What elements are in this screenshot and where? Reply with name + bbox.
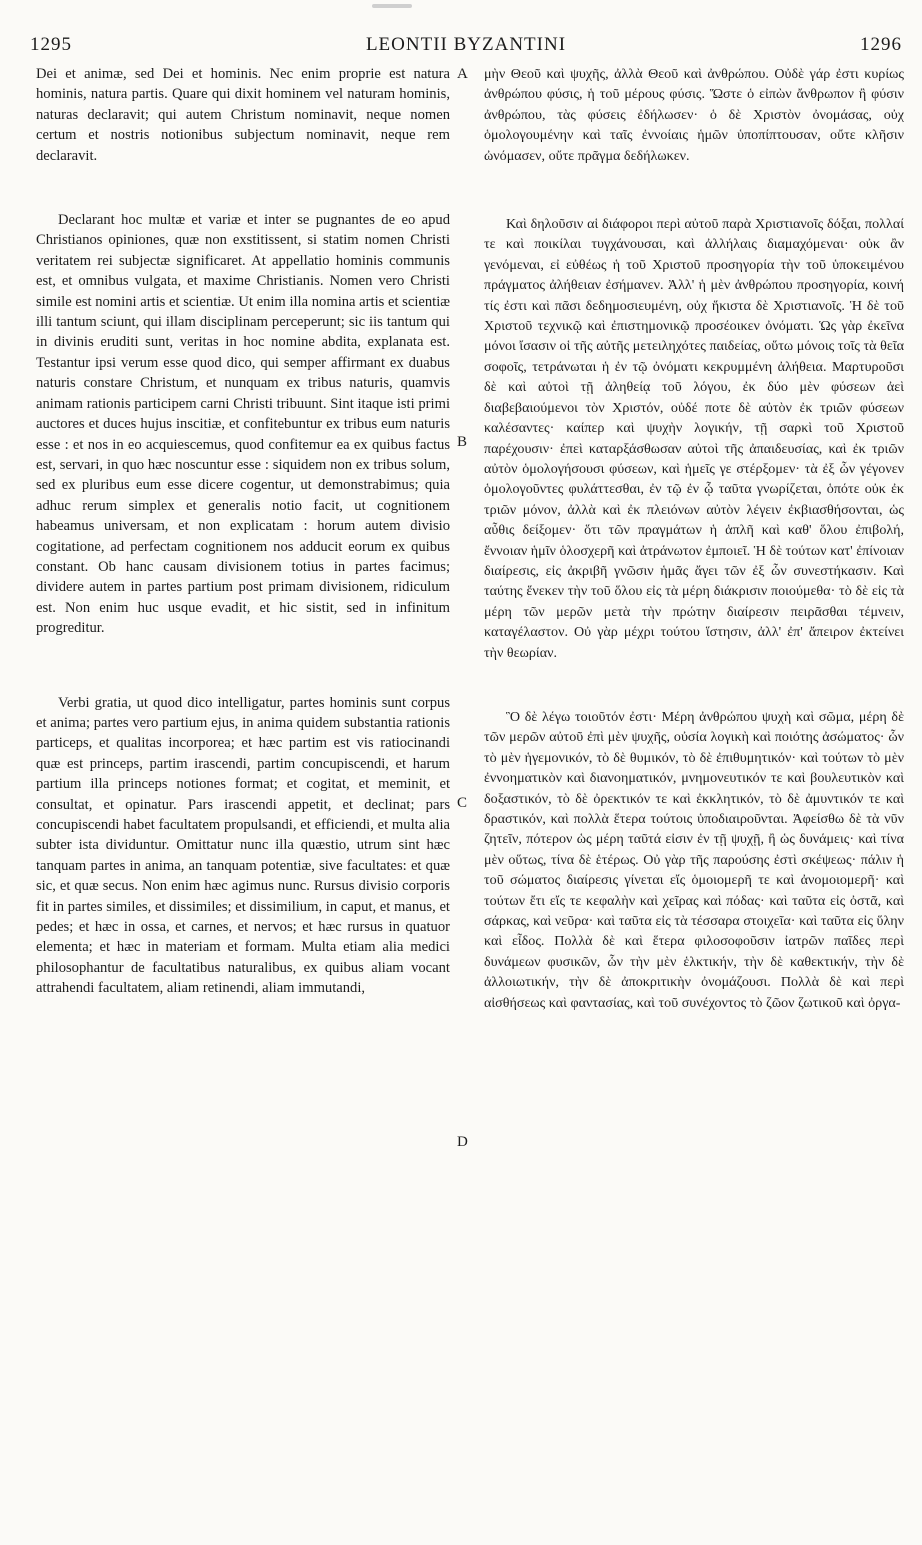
greek-column: [484, 64, 904, 1013]
margin-letter-a: A: [457, 66, 468, 82]
page-header: [30, 34, 902, 64]
greek-paragraph-2: Καὶ δηλοῦσιν αἱ διάφοροι περὶ αὐτοῦ παρὰ Χριστιανοῖς δόξαι, πολλαί τε καὶ ποικίλαι τυγχάνουσαι, καὶ ἀλλήλαις διαμαχόμεναι· οὐκ ἂν γενόμεναι, εἰ εὐθέως ἡ τοῦ Χριστοῦ προσηγορία τὴν τοῦ ὑποκειμένου πράγματος ἀλήθειαν ἐσήμανεν. Ἀλλ' ἡ μὲν ἀνθρώπου προσηγορία, κοινή τίς ἐστι καὶ πᾶσι δεδημοσιευμένη, οὐχ ἥκιστα δὲ Χριστιανοῖς. Ἡ δὲ τοῦ Χριστοῦ τεχνικῷ καὶ ἐπιστημονικῷ προσέοικεν ὀνόματι. Ὡς γὰρ ἐκεῖνα μόνοι ἴσασιν οἱ τῆς αὐτῆς μετειληχότες παιδείας, οὕτω μόνοις τοῖς τὰ θεῖα σοφοῖς, τετράνωται ἡ ἐν τῷ ὀνόματι κεκρυμμένη ἀλήθεια. Μαρτυροῦσι δὲ καὶ αὐτοὶ τῇ ἀληθείᾳ τοῦ λόγου, ἐκ δύο μὲν φύσεων ἀεὶ διαβεβαιούμενοι τὸν Χριστόν, οὐδέ ποτε δὲ αὐτὸν ἐκ τριῶν φύσεων καλέσαντες· καίπερ καὶ ψυχὴν λογικήν, τῇ σαρκὶ τοῦ Χριστοῦ παρέχουσιν· ἐπεὶ καταρξάσθωσαν αὐτοὶ τῆς ἀπαιδευσίας, καὶ ἐκ τριῶν αὐτὸν ὁμολογήσουσι φύσεων, καὶ ἡμεῖς γε στέρξομεν· τὰ ἐξ ὧν γέγονεν ὁμολογοῦντες φυλάττεσθαι, ἐν τῷ ἐν ᾧ ταῦτα γνωρίζεται, ὁπότε οὐκ ἐκ τριῶν μόνον, ἀλλὰ καὶ ἐκ πλειόνων αὐτὸν λέγειν ἐκβιασθήσονται, ὡς αὖθις δείξομεν· ὅτι τῶν πραγμάτων ἡ ἁπλῆ καὶ καθ' ὅλου ἐπιβολή, ἔννοιαν ἡμῖν ὁλοσχερῆ καὶ ἀτράνωτον ἐμποιεῖ. Ἡ δὲ τούτων κατ' ἐπίνοιαν διαίρεσις, εἰς ἀκριβῆ γνῶσιν ἡμᾶς ἄγει τῶν ἐξ ὧν συνεστήκασιν. Καὶ ταύτης ἕνεκεν τὴν τοῦ ὅλου εἰς τὰ μέρη διάκρισιν ποιούμεθα· τὸ δὲ εἰς τὰ μέρη τῶν μερῶν μετὰ τὴν πρώτην διαίρεσιν πειρᾶσθαι τέμνειν, καταγέλαστον. Οὐ γὰρ μέχρι τούτου ἵστησιν, ἀλλ' ἐπ' ἄπειρον ἐκτείνει τὴν θεωρίαν.: [484, 216, 904, 661]
greek-paragraph-1: μὴν Θεοῦ καὶ ψυχῆς, ἀλλὰ Θεοῦ καὶ ἀνθρώπου. Οὐδὲ γάρ ἐστι κυρίως ἀνθρώπου φύσις, ἡ τοῦ μέρους φύσις. Ὥστε ὁ εἰπὼν ἄνθρωπον ἢ φύσιν ἀνθρώπου, τὰς φύσεις ἐδήλωσεν· ὁ δὲ Χριστὸν ὀνομάσας, οὐχ ὁμολογουμένην καὶ ταῖς ἐννοίαις ἡμῶν ὑποπίπτουσαν, οὔτε κλῆσιν ὠνόμασεν, οὔτε πρᾶγμα δεδήλωκεν.: [484, 66, 904, 164]
latin-paragraph-1: Dei et animæ, sed Dei et hominis. Nec enim proprie est natura hominis, natura partis. Quare qui dixit hominem vel naturam hominis, naturas declaravit; qui autem Christum nominavit, neque nomen certum et nostris notionibus subjectum nominavit, neque rem declaravit.: [36, 66, 450, 164]
greek-paragraph-3: Ὃ δὲ λέγω τοιοῦτόν ἐστι· Μέρη ἀνθρώπου ψυχὴ καὶ σῶμα, μέρη δὲ τῶν μερῶν αὐτοῦ ἐπὶ μὲν ψυχῆς, οὐσία λογικὴ καὶ ποιότης ἀσώματος· ὧν τὸ μὲν ἡγεμονικόν, τὸ δὲ θυμικόν, τὸ δὲ ἐπιθυμητικόν· καὶ τούτων τὸ μὲν ἐννοηματικὸν καὶ διανοηματικόν, μνημονευτικόν τε καὶ βουλευτικὸν καὶ δοξαστικόν, τὸ δὲ ὀρεκτικόν τε καὶ ἐκκλητικόν, τὸ δὲ ἀμυντικόν τε καὶ δραστικόν, καὶ πολλὰ ἕτερα τούτοις ὑποδιαιροῦνται. Ἀφείσθω δὲ τὰ νῦν ζητεῖν, πότερον ὡς μέρη ταῦτά εἰσιν ἐν τῇ ψυχῇ, ἢ ὡς δυνάμεις· καὶ τίνα μὲν οὕτως, τίνα δὲ ἑτέρως. Οὐ γὰρ τῆς παρούσης ἐστὶ σκέψεως· πάλιν ἡ τοῦ σώματος διαίρεσις γίνεται εἴς ὁμοιομερῆ τε καὶ ἀνομοιομερῆ· καὶ τούτων ἔτι εἴς τε κεφαλὴν καὶ χεῖρας καὶ πόδας· καὶ ταῦτα εἰς ὀστᾶ, καὶ σάρκας, καὶ νεῦρα· καὶ ταῦτα εἰς τὰ τέσσαρα στοιχεῖα· καὶ ταῦτα εἰς ὕλην καὶ εἶδος. Πολλὰ δὲ καὶ ἕτερα φιλοσοφοῦσιν ἰατρῶν παῖδες περὶ δυνάμεων φυσικῶν, ὧν τὴν μὲν ἑλκτικήν, τὴν δὲ καθεκτικήν, τὴν δὲ ἀλλοιωτικήν, τὴν δὲ ἀποκριτικὴν ὀνομάζουσι. Πολλὰ δὲ καὶ περὶ αἰσθήσεως καὶ φαντασίας, καὶ τοῦ συνέχοντος τὸ ζῶον ζωτικοῦ καὶ ὀργα-: [484, 708, 904, 1011]
running-title: LEONTII BYZANTINI: [365, 34, 567, 55]
margin-letter-c: C: [457, 795, 468, 811]
latin-paragraph-2: Declarant hoc multæ et variæ et inter se pugnantes de eo apud Christianos opiniones, quæ non exstitissent, si statim nomen Christi veritatem rei subjectæ significaret. At appellatio hominis communis est, et omnibus vulgata, et maxime Christianis. Nomen vero Christi simile est nomini artis et scientiæ. Ut enim illa nomina artis et scientiæ illi tantum sciunt, qui illam disciplinam perceperunt; sic iis tantum qui in divinis eruditi sunt, veritas in hoc nomine abdita, explanata est. Testantur ipsi verum esse quod dico, qui semper affirmant ex duabus naturis constare Christum, et nunquam ex tribus naturis, quamvis animam rationis participem carni Christi tribuunt. Sint itaque isti primi auctores et duces hujus inscitiæ, et confitebuntur ex tribus eum naturis esse : et nos in eo acquiescemus, quod confitemur ea ex quibus factus est, servari, in quo hæc noscuntur esse : siquidem non ex tribus solum, sed ex pluribus eum esse dicere cogentur, ut demonstrabimus; quia adhuc rerum simplex et generalis notio facit, ut cognitionem habeamus universam, et non explicatam : horum autem divisio cogitatione, ad perfectam cognitionem nos adducit eorum ex quibus constant. Ob hanc causam divisionem totius in partes facimus; dividere autem in partes partium post primam divisionem, ridiculum est. Non enim huc usque evadit, et hic sistit, sed in infinitum progreditur.: [36, 212, 450, 637]
page-number-right: 1296: [860, 34, 902, 55]
latin-paragraph-3: Verbi gratia, ut quod dico intelligatur, partes hominis sunt corpus et anima; partes vero partium ejus, in anima quidem substantia rationis particeps, et qualitas incorporea; et hæc partim est vis ratiocinandi quæ est princeps, partim irascendi, partim concupiscendi, et harum partium illa princeps notiones format; et cogitat, et meminit, et consultat, et opinatur. Pars irascendi appetit, et declinat; pars concupiscendi habet facultatem propulsandi, et efficiendi, et multa alia subter ista dividuntur. Omittatur nunc illa quæstio, utrum sint hæc tanquam partes in anima, an tanquam potentiæ, sive facultates: et quæ sic, et quæ secus. Non enim hæc agimus nunc. Rursus divisio corporis fit in partes similes, et dissimiles; et dissimilium, in caput, et manus, et pedes; et hæc in ossa, et carnes, et nervos; et hæc rursus in quatuor elementa; et hæc in materiam et formam. Multa etiam alia medici philosophantur de facultatibus naturalibus, ex quibus aliam vocant attrahendi facultatem, aliam retinendi, aliam immutandi,: [36, 694, 450, 997]
latin-column: [36, 64, 450, 999]
scan-smudge: [372, 4, 412, 8]
margin-letter-b: B: [457, 434, 468, 450]
margin-letter-d: D: [457, 1134, 468, 1150]
page-number-left: 1295: [30, 34, 72, 55]
